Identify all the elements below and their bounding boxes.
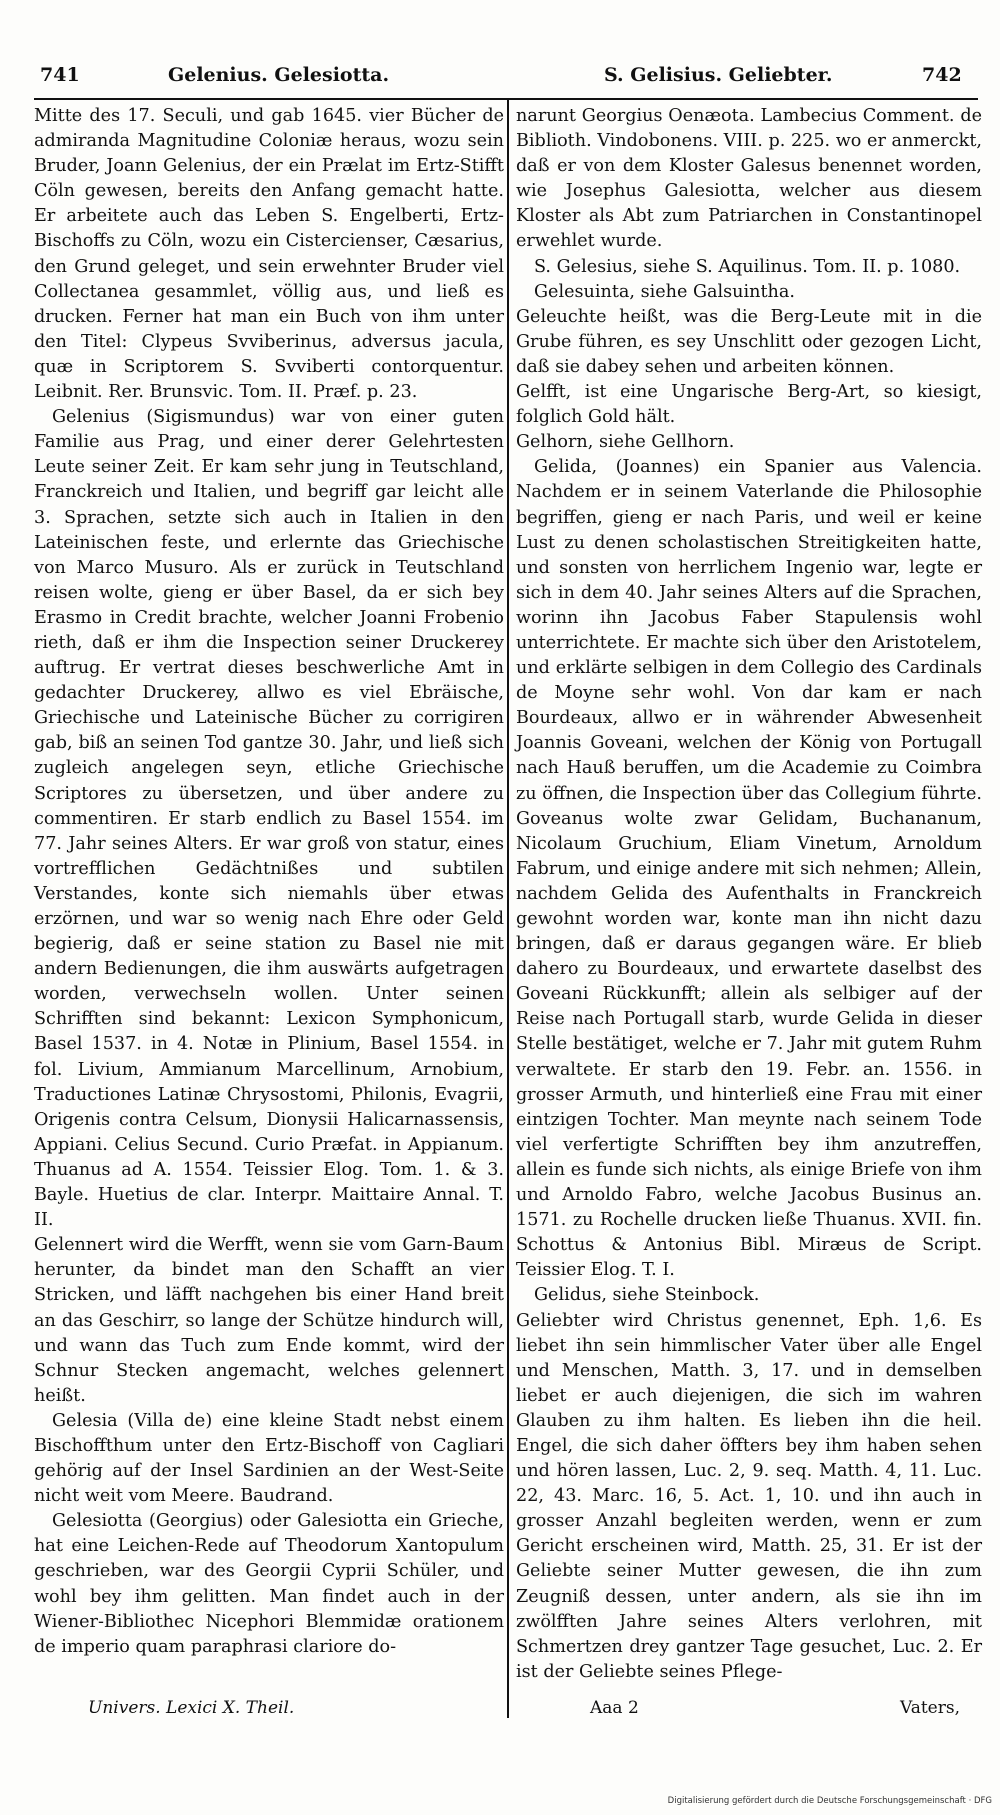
column-divider	[507, 98, 509, 1718]
right-column	[516, 104, 982, 1685]
header-rule	[34, 98, 978, 100]
page-number-left: 741	[40, 64, 80, 86]
header-title-right: S. Gelisius. Geliebter.	[604, 64, 833, 86]
signature-left: Univers. Lexici X. Theil.	[88, 1698, 295, 1718]
entry-gelida: Gelida, (Joannes) ein Spanier aus Valencia. Nachdem er in seinem Vaterlande die Philosophie begriffen, gieng er nach Paris, und weil er keine Lust zu denen scholastischen Streitigkeiten hatte, und sonsten von herrlichem Ingenio war, legte er sich in dem 40. Jahr seines Alters auf die Sprachen, worinn ihn Jacobus Faber Stapulensis wohl unterrichtete. Er machte sich über den Aristotelem, und erklärte selbigen in dem Collegio des Cardinals de Moyne sehr wohl. Von dar kam er nach Bourdeaux, allwo er in währender Abwesenheit Joannis Goveani, welchen der König von Portugall nach Hauß beruffen, um die Academie zu Coimbra zu öffnen, die Inspection über das Collegium führte. Goveanus wolte zwar Gelidam, Buchananum, Nicolaum Gruchium, Eliam Vinetum, Arnoldum Fabrum, und einige andere mit sich nehmen; Allein, nachdem Gelida des Aufenthalts in Franckreich gewohnt worden war, konte man ihn nicht dazu bringen, daß er daraus gegangen wäre. Er blieb dahero zu Bourdeaux, und erwartete daselbst des Goveani Rückkunfft; allein als selbiger auf der Reise nach Portugall starb, wurde Gelida in dieser Stelle bestätiget, welche er 7. Jahr mit gutem Ruhm verwaltete. Er starb den 19. Febr. an. 1556. in grosser Armuth, und hinterließ eine Frau mit einer eintzigen Tochter. Man meynte nach seinem Tode viel verfertigte Schrifften bey ihm anzutreffen, allein es funde sich nichts, als einige Briefe von ihm und Arnoldo Fabro, welche Jacobus Businus an. 1571. zu Rochelle drucken ließe Thuanus. XVII. fin. Schottus & Antonius Bibl. Miræus de Script. Teissier Elog. T. I.	[516, 457, 982, 1281]
entry-gelenius-continued: Mitte des 17. Seculi, und gab 1645. vier Bücher de admiranda Magnitudine Coloniæ heraus, wozu sein Bruder, Joann Gelenius, der ein Prælat im Ertz-Stifft Cöln gewesen, bereits den Anfang gemacht hatte. Er arbeitete auch das Leben S. Engelberti, Ertz-Bischoffs zu Cöln, wozu ein Cistercienser, Cæsarius, den Grund geleget, und sein erwehnter Bruder viel Collectanea gesammlet, völlig aus, und ließ es drucken. Ferner hat man ein Buch von ihm unter den Titel: Clypeus Svviberinus, adversus jacula, quæ in Scriptorem S. Svviberti contorquentur. Leibnit. Rer. Brunsvic. Tom. II. Præf. p. 23.	[34, 106, 504, 403]
entry-geliebter: Geliebter wird Christus genennet, Eph. 1,6. Es liebet ihn sein himmlischer Vater über alle Engel und Menschen, Matth. 3, 17. und in demselben liebet er auch diejenigen, die sich im wahren Glauben zu ihm halten. Es lieben ihn die heil. Engel, die sich daher öffters bey ihm haben sehen und hören lassen, Luc. 2, 9. seq. Matth. 4, 11. Luc. 22, 43. Marc. 16, 5. Act. 1, 10. und ihn auch in grosser Anzahl begleiten werden, wenn er zum Gericht erscheinen wird, Matth. 25, 31. Er ist der Geliebte seiner Mutter gewesen, die ihn zum Zeugniß dessen, unter andern, als sie ihn im zwölfften Jahre seines Alters verlohren, mit Schmertzen drey gantzer Tage gesuchet, Luc. 2. Er ist der Geliebte seines Pflege-	[516, 1310, 982, 1682]
digitization-credit: Digitalisierung gefördert durch die Deutsche Forschungsgemeinschaft · DFG	[667, 1796, 992, 1806]
entry-gelfft: Gelfft, ist eine Ungarische Berg-Art, so kiesigt, folglich Gold hält.	[516, 382, 982, 428]
entry-geleuchte: Geleuchte heißt, was die Berg-Leute mit in die Grube führen, es sey Unschlitt oder gezogen Licht, daß sie dabey sehen und arbeiten können.	[516, 306, 982, 377]
entry-gelesuinta: Gelesuinta, siehe Galsuintha.	[534, 281, 795, 302]
signature-right: Aaa 2	[590, 1698, 639, 1718]
catchword: Vaters,	[900, 1698, 960, 1718]
left-column	[34, 104, 504, 1660]
entry-gelenius-sigismundus: Gelenius (Sigismundus) war von einer guten Familie aus Prag, und einer derer Gelehrtesten Leute seiner Zeit. Er kam sehr jung in Teutschland, Franckreich und Italien, und begriff gar leicht alle 3. Sprachen, setzte sich auch in Italien in den Lateinischen feste, und erlernte das Griechische von Marco Musuro. Als er zurück in Teutschland reisen wolte, gieng er über Basel, da er sich bey Erasmo in Credit brachte, welcher Joanni Frobenio rieth, daß er ihm die Inspection seiner Druckerey auftrug. Er vertrat dieses beschwerliche Amt in gedachter Druckerey, allwo es viel Ebräische, Griechische und Lateinische Bücher zu corrigiren gab, biß an seinen Tod gantze 30. Jahr, und ließ sich zugleich angelegen seyn, etliche Griechische Scriptores zu übersetzen, und über andere zu commentiren. Er starb endlich zu Basel 1554. im 77. Jahr seines Alters. Er war groß von statur, eines vortrefflichen Gedächtnißes und subtilen Verstandes, konte sich niemahls über etwas erzörnen, und war so wenig nach Ehre oder Geld begierig, daß er seine station zu Basel nie mit andern Bedienungen, die ihm auswärts aufgetragen worden, verwechseln wollen. Unter seinen Schrifften sind bekannt: Lexicon Symphonicum, Basel 1537. in 4. Notæ in Plinium, Basel 1554. in fol. Livium, Ammianum Marcellinum, Arnobium, Traductiones Latinæ Chrysostomi, Philonis, Evagrii, Origenis contra Celsum, Dionysii Halicarnassensis, Appiani. Celius Secund. Curio Præfat. in Appianum. Thuanus ad A. 1554. Teissier Elog. Tom. 1. & 3. Bayle. Huetius de clar. Interpr. Maittaire Annal. T. II.	[34, 407, 504, 1231]
entry-gelesiotta-continued: narunt Georgius Oenæota. Lambecius Comment. de Biblioth. Vindobonens. VIII. p. 225. wo er anmerckt, daß er von dem Kloster Galesus benennet worden, wie Josephus Galesiotta, welcher aus diesem Kloster als Abt zum Patriarchen in Constantinopel erwehlet wurde.	[516, 106, 982, 252]
entry-s-gelesius: S. Gelesius, siehe S. Aquilinus. Tom. II. p. 1080.	[534, 256, 961, 277]
page-number-right: 742	[922, 64, 962, 86]
entry-gelesiotta: Gelesiotta (Georgius) oder Galesiotta ein Grieche, hat eine Leichen-Rede auf Theodorum Xantopulum geschrieben, war des Georgii Cyprii Schüler, und wohl bey ihm gelitten. Man findet auch in der Wiener-Bibliothec Nicephori Blemmidæ orationem de imperio quam paraphrasi clariore do-	[34, 1511, 504, 1657]
entry-gelidus: Gelidus, siehe Steinbock.	[534, 1285, 760, 1306]
running-header	[0, 64, 1000, 98]
entry-gelennert: Gelennert wird die Werfft, wenn sie vom Garn-Baum herunter, da bindet man den Schafft an vier Stricken, und läfft nachgehen bis einer Hand breit an das Geschirr, so lange der Schütze hindurch will, und wann das Tuch zum Ende kommt, wird der Schnur Stecken angemacht, welches gelennert heißt.	[34, 1235, 504, 1406]
entry-gelesia: Gelesia (Villa de) eine kleine Stadt nebst einem Bischoffthum unter den Ertz-Bischoff von Cagliari gehörig auf der Insel Sardinien an der West-Seite nicht weit vom Meere. Baudrand.	[34, 1410, 504, 1507]
header-title-left: Gelenius. Gelesiotta.	[168, 64, 390, 86]
entry-gelhorn: Gelhorn, siehe Gellhorn.	[516, 432, 735, 453]
